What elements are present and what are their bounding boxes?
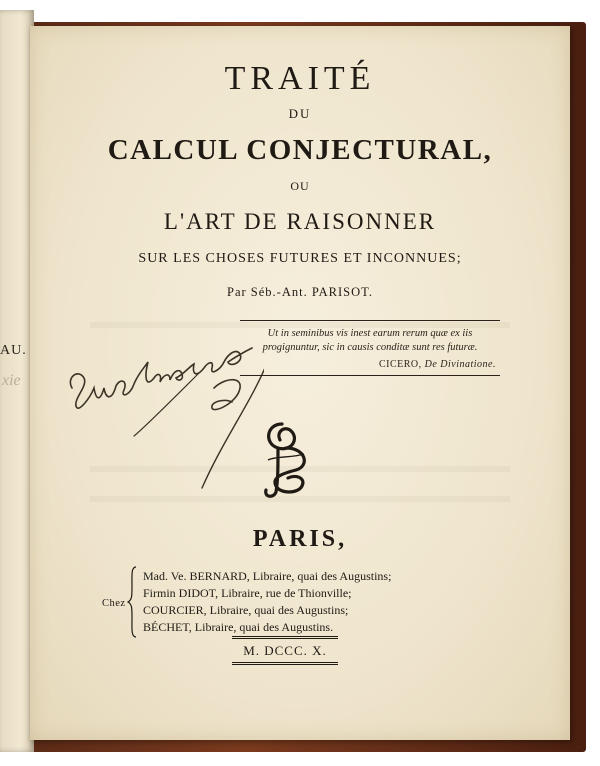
title-page (30, 26, 570, 740)
facing-page-fragment: AU. (0, 343, 27, 358)
title-ou: OU (290, 179, 310, 193)
bookseller-entry: BÉCHET, Libraire, quai des Augustins. (143, 620, 334, 634)
author-line: Par Séb.-Ant. PARISOT. (227, 285, 373, 299)
epigraph-source (244, 359, 496, 370)
epigraph-box (240, 320, 500, 376)
bookseller-entry: COURCIER, Libraire, quai des Augustins; (143, 603, 349, 617)
bookseller-entry: Mad. Ve. BERNARD, Libraire, quai des Augustins; (143, 569, 392, 583)
subtitle: SUR LES CHOSES FUTURES ET INCONNUES; (138, 251, 462, 266)
chez-label: Chez (102, 598, 126, 609)
monogram-icon (256, 418, 316, 498)
imprint-city: PARIS, (252, 526, 348, 552)
curly-brace (127, 566, 137, 638)
title-du: DU (288, 106, 312, 121)
booksellers-list (143, 568, 391, 636)
epigraph-source-author: CICERO, (378, 359, 422, 370)
epigraph-quote-line2: progignuntur, sic in causis conditæ sunt res futuræ. (262, 342, 478, 353)
title-calcul-conjectural: CALCUL CONJECTURAL, (107, 134, 493, 166)
handwritten-signature (64, 318, 264, 493)
bookseller-entry: Firmin DIDOT, Libraire, rue de Thionville; (143, 586, 352, 600)
title-art-de-raisonner: L'ART DE RAISONNER (163, 209, 437, 234)
facing-page-faint-text: xie (2, 372, 21, 389)
title-traite: TRAITÉ (224, 60, 376, 97)
epigraph-source-work: De Divinatione. (424, 359, 496, 370)
publication-date: M. DCCC. X. (232, 636, 338, 665)
facing-page-edge (0, 10, 34, 752)
epigraph-quote-line1: Ut in seminibus vis inest earum rerum quæ ex iis (267, 328, 473, 339)
